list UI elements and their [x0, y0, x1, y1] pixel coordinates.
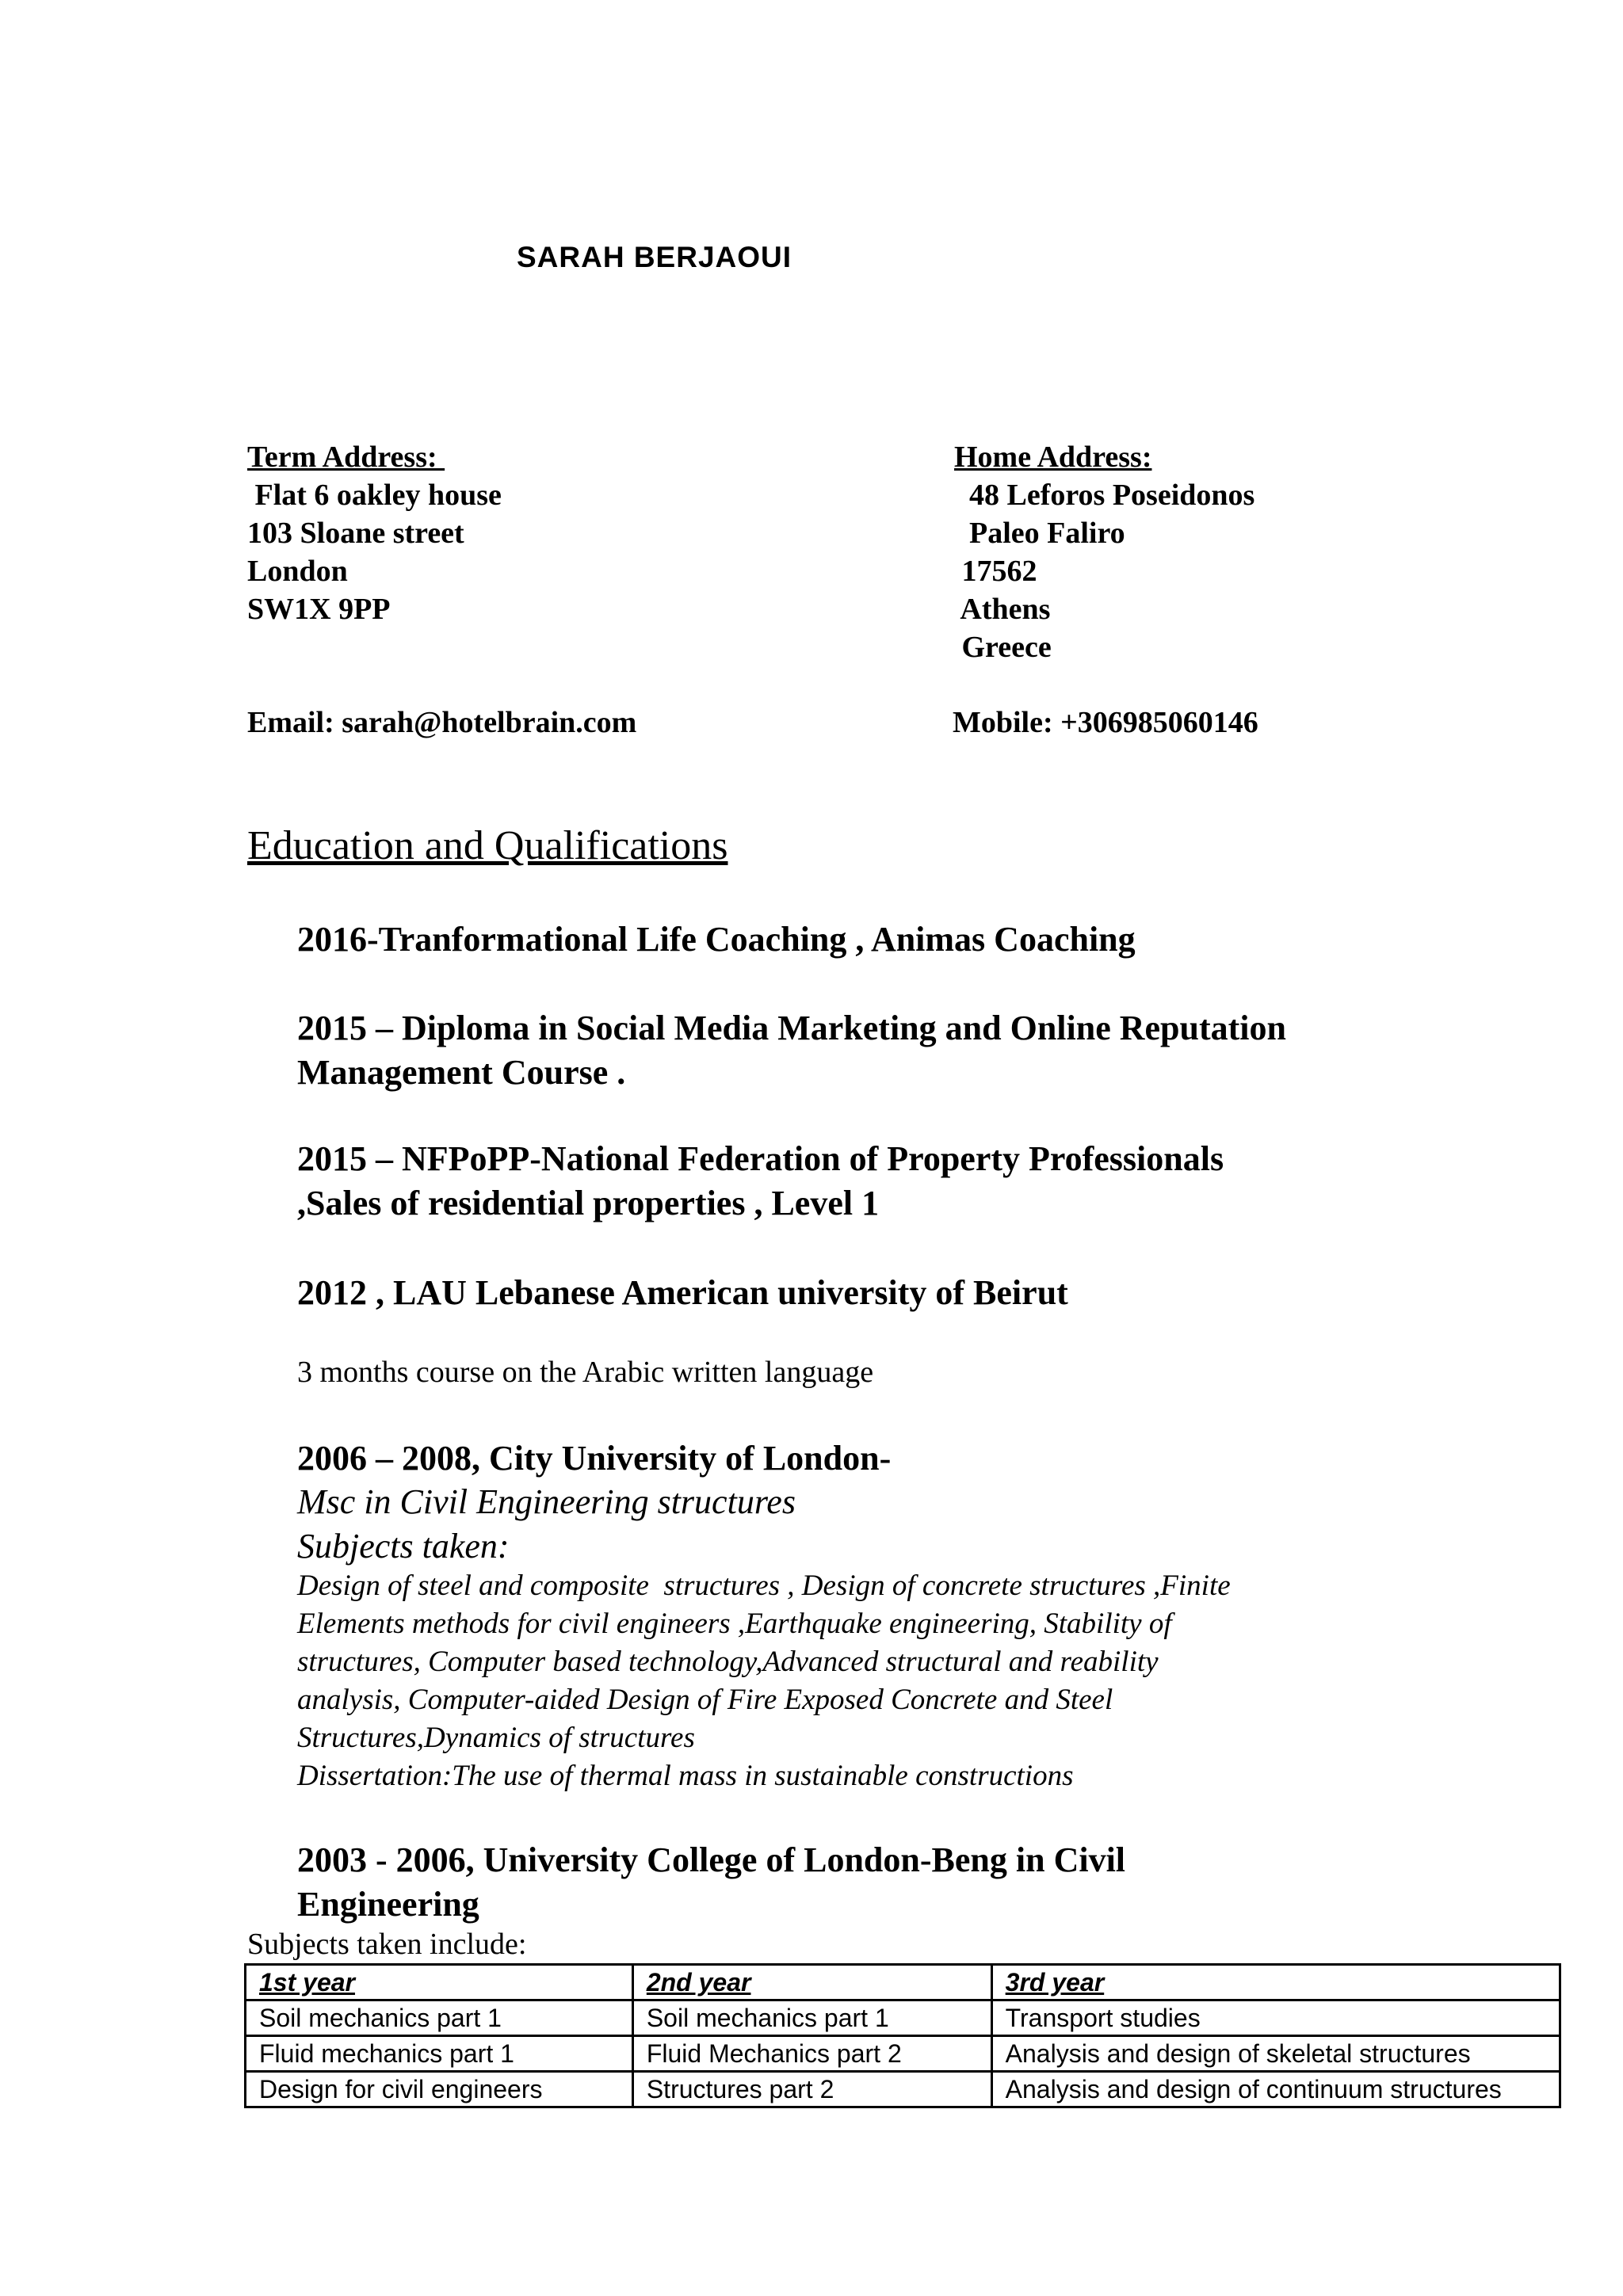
education-entry [297, 1838, 1125, 1927]
table-cell: Analysis and design of continuum structures [991, 2072, 1560, 2107]
home-address-line: Paleo Faliro [954, 517, 1125, 550]
subjects-line: Structures,Dynamics of structures [297, 1722, 695, 1754]
subjects-line: Elements methods for civil engineers ,Earthquake engineering, Stability of [297, 1608, 1172, 1640]
table-header-cell: 2nd year [632, 1965, 991, 2000]
dissertation-line: Dissertation:The use of thermal mass in sustainable constructions [297, 1760, 1074, 1792]
table-header-cell: 3rd year [991, 1965, 1560, 2000]
term-address [247, 438, 502, 628]
table-cell: Transport studies [991, 2000, 1560, 2036]
education-entry [297, 1271, 1068, 1315]
candidate-name: SARAH BERJAOUI [517, 241, 792, 273]
home-address-line: Athens [954, 593, 1051, 626]
subjects-table-label: Subjects taken include: [247, 1928, 527, 1961]
home-address-line: 17562 [954, 555, 1037, 588]
entry-line: Engineering [297, 1885, 479, 1924]
entry-line: 2012 , LAU Lebanese American university of Beirut [297, 1273, 1068, 1312]
entry-line: ,Sales of residential properties , Level 1 [297, 1184, 880, 1222]
term-address-line: London [247, 555, 348, 588]
subjects-line: analysis, Computer-aided Design of Fire Exposed Concrete and Steel [297, 1684, 1113, 1716]
home-address-line: Greece [954, 631, 1052, 664]
mobile: Mobile: +306985060146 [953, 706, 1258, 739]
subjects-heading: Subjects taken: [297, 1527, 510, 1566]
table-cell: Analysis and design of skeletal structures [991, 2036, 1560, 2072]
subjects-line: Design of steel and composite structures , Design of concrete structures ,Finite [297, 1569, 1231, 1602]
entry-line: Management Course . [297, 1053, 626, 1092]
table-cell: Soil mechanics part 1 [246, 2000, 633, 2036]
table-row [246, 2072, 1560, 2107]
table-cell: Fluid mechanics part 1 [246, 2036, 633, 2072]
home-address-line: 48 Leforos Poseidonos [954, 479, 1255, 512]
education-entry [297, 1006, 1286, 1095]
degree-block [297, 1480, 796, 1569]
education-entry [297, 1436, 891, 1481]
table-cell: Structures part 2 [632, 2072, 991, 2107]
home-address-heading: Home Address: [954, 441, 1152, 474]
table-cell: Soil mechanics part 1 [632, 2000, 991, 2036]
table-row [246, 2000, 1560, 2036]
entry-line: 2015 – NFPoPP-National Federation of Property Professionals [297, 1139, 1224, 1178]
subjects-line: structures, Computer based technology,Advanced structural and reability [297, 1646, 1159, 1678]
subjects-list [297, 1567, 1231, 1795]
entry-line: 2006 – 2008, City University of London- [297, 1439, 892, 1478]
education-title: Education and Qualifications [247, 823, 728, 868]
term-address-line: Flat 6 oakley house [247, 479, 502, 512]
entry-line: 2015 – Diploma in Social Media Marketing and Online Reputation [297, 1009, 1286, 1047]
term-address-line: 103 Sloane street [247, 517, 464, 550]
table-header-row [246, 1965, 1560, 2000]
education-note: 3 months course on the Arabic written language [297, 1356, 874, 1389]
table-cell: Design for civil engineers [246, 2072, 633, 2107]
subjects-table [244, 1963, 1561, 2108]
term-address-heading: Term Address: [247, 441, 445, 474]
email: Email: sarah@hotelbrain.com [247, 706, 637, 739]
entry-line: 2003 - 2006, University College of London-Beng in Civil [297, 1840, 1126, 1879]
table-header-cell: 1st year [246, 1965, 633, 2000]
entry-line: 2016-Tranformational Life Coaching , Animas Coaching [297, 920, 1136, 959]
education-entry [297, 1137, 1224, 1226]
table-cell: Fluid Mechanics part 2 [632, 2036, 991, 2072]
table-row [246, 2036, 1560, 2072]
degree-title: Msc in Civil Engineering structures [297, 1482, 796, 1521]
home-address [954, 438, 1254, 666]
education-entry [297, 917, 1136, 962]
term-address-line: SW1X 9PP [247, 593, 391, 626]
